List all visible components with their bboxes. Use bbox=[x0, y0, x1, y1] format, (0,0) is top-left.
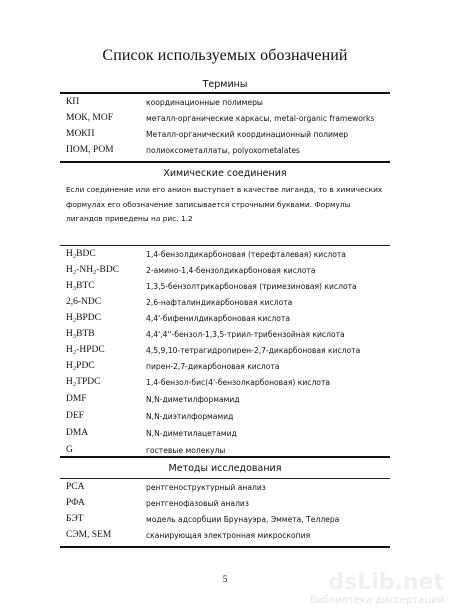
list-item bbox=[66, 445, 388, 461]
compound-desc: пирен-2,7-дикарбоновая кислота bbox=[146, 362, 280, 371]
compound-abbr: H₂BPDC bbox=[66, 313, 101, 323]
compound-desc: 4,4',4''-бензол-1,3,5-триил-трибензойная кислота bbox=[146, 330, 345, 339]
divider bbox=[60, 92, 390, 94]
compound-abbr: DEF bbox=[66, 411, 84, 421]
method-desc: рентгеноструктурный анализ bbox=[146, 483, 266, 492]
compound-abbr: DMF bbox=[66, 394, 87, 404]
compound-desc: 2-амино-1,4-бензолдикарбоновая кислота bbox=[146, 266, 316, 275]
list-item bbox=[66, 498, 388, 514]
method-desc: модель адсорбции Брунауэра, Эммета, Теллера bbox=[146, 515, 340, 524]
compound-desc: 1,4-бензолдикарбоновая (терефталевая) кислота bbox=[146, 250, 346, 259]
term-abbr: ПОМ, РОМ bbox=[66, 145, 114, 155]
list-item bbox=[66, 329, 388, 345]
section-heading-terms: Термины bbox=[202, 79, 248, 90]
compound-abbr: H₃BTC bbox=[66, 281, 95, 291]
method-desc: сканирующая электронная микроскопия bbox=[146, 531, 311, 540]
term-abbr: МОК, MOF bbox=[66, 113, 113, 123]
list-item bbox=[66, 113, 388, 129]
compound-desc: 4,4'-бифенилдикарбоновая кислота bbox=[146, 314, 291, 323]
section-heading-methods: Методы исследования bbox=[168, 463, 282, 474]
term-desc: координационные полимеры bbox=[146, 98, 263, 107]
term-desc: полиоксометаллаты, polyoxometalates bbox=[146, 146, 300, 155]
divider bbox=[60, 546, 390, 548]
compound-abbr: H₂-HPDC bbox=[66, 345, 105, 355]
term-abbr: КП bbox=[66, 97, 80, 107]
list-item bbox=[66, 482, 388, 498]
compound-desc: N,N-диметилацетамид bbox=[146, 429, 237, 438]
compound-desc: N,N-диметилформамид bbox=[146, 395, 240, 404]
list-item bbox=[66, 428, 388, 444]
divider bbox=[60, 478, 390, 479]
compound-abbr: H₃BTB bbox=[66, 329, 95, 339]
compound-abbr: H₂PDC bbox=[66, 361, 95, 371]
watermark-subtitle: библиотека диссертаций bbox=[310, 595, 444, 606]
compound-desc: 1,4-бензол-бис(4'-бензолкарбоновая) кислота bbox=[146, 378, 331, 387]
method-abbr: PCA bbox=[66, 482, 85, 492]
list-item bbox=[66, 514, 388, 530]
list-item bbox=[66, 345, 388, 361]
divider bbox=[60, 456, 390, 458]
method-desc: рентгенофазовый анализ bbox=[146, 499, 249, 508]
term-desc: металл-органические каркасы, metal-organic frameworks bbox=[146, 114, 375, 123]
compound-desc: N,N-диэтилформамид bbox=[146, 412, 234, 421]
list-item bbox=[66, 145, 388, 161]
page-number: 5 bbox=[222, 574, 228, 584]
list-item bbox=[66, 265, 388, 281]
list-item bbox=[66, 97, 388, 113]
compound-abbr: H₂TPDC bbox=[66, 377, 101, 387]
method-abbr: РФА bbox=[66, 498, 85, 508]
list-item bbox=[66, 377, 388, 393]
compound-desc: 2,6-нафталиндикарбоновая кислота bbox=[146, 298, 293, 307]
page-title: Список используемых обозначений bbox=[102, 47, 348, 64]
divider bbox=[60, 245, 390, 246]
compound-desc: 4,5,9,10-тетрагидропирен-2,7-дикарбоновая кислота bbox=[146, 346, 361, 355]
list-item bbox=[66, 411, 388, 427]
compound-abbr: H₂BDC bbox=[66, 249, 96, 259]
method-abbr: БЭТ bbox=[66, 514, 84, 524]
section-heading-compounds: Химические соединения bbox=[163, 168, 287, 179]
watermark-logo: dsLib.net bbox=[328, 570, 444, 595]
compound-abbr: H₂-NH₂-BDC bbox=[66, 265, 120, 275]
list-item bbox=[66, 394, 388, 410]
divider bbox=[60, 161, 390, 163]
compound-abbr: 2,6-NDC bbox=[66, 297, 102, 307]
compound-desc: гостевые молекулы bbox=[146, 446, 226, 455]
compound-desc: 1,3,5-бензолтрикарбоновая (тримезиновая) кислота bbox=[146, 282, 357, 291]
list-item bbox=[66, 249, 388, 265]
term-desc: Металл-органический координационный полимер bbox=[146, 130, 349, 139]
term-abbr: МОКП bbox=[66, 129, 95, 139]
method-abbr: СЭМ, SEM bbox=[66, 530, 112, 540]
compound-abbr: DMA bbox=[66, 428, 89, 438]
list-item bbox=[66, 297, 388, 313]
list-item bbox=[66, 361, 388, 377]
list-item bbox=[66, 281, 388, 297]
list-item bbox=[66, 530, 388, 546]
list-item bbox=[66, 313, 388, 329]
list-item bbox=[66, 129, 388, 145]
compounds-paragraph: Если соединение или его анион выступает в качестве лиганда, то в химических формулах его обозначение записывается строчными буквами. Формулы лигандов приведены на рис. 1.2 bbox=[66, 185, 383, 223]
watermark bbox=[310, 572, 444, 607]
compound-abbr: G bbox=[66, 445, 73, 455]
